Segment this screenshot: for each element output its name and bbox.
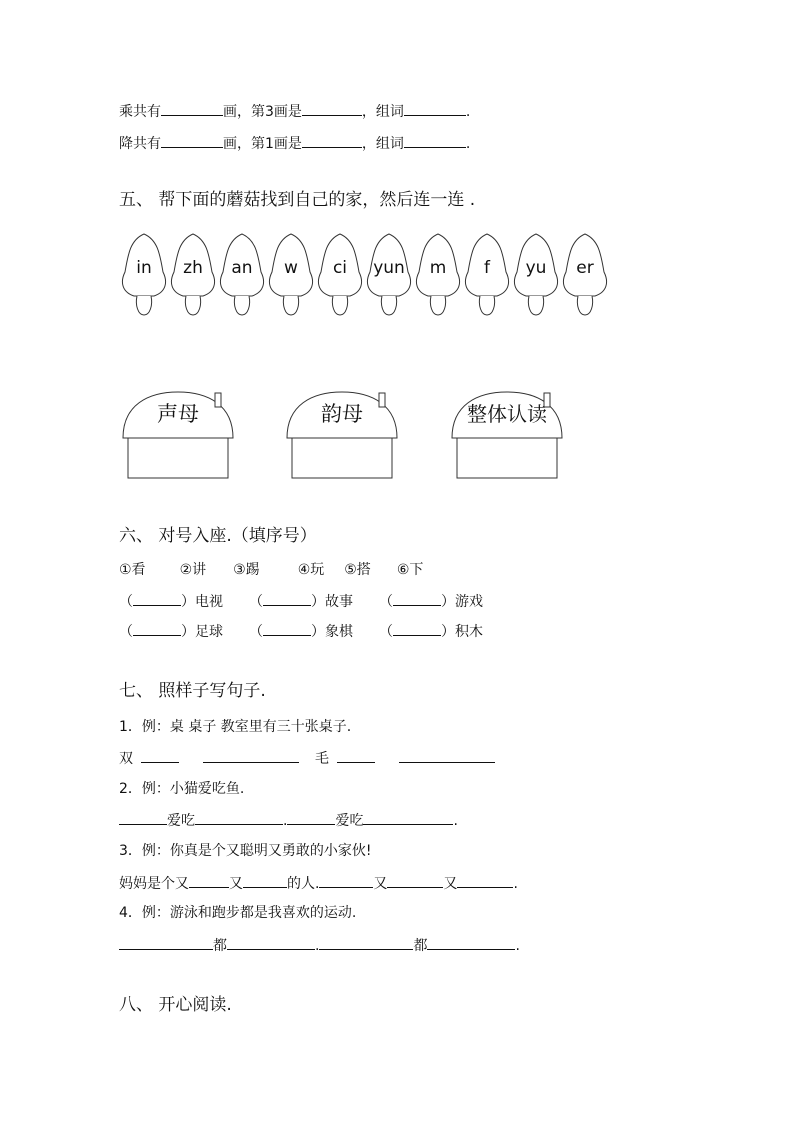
- section-8-title: 八、 开心阅读.: [119, 995, 232, 1015]
- mushroom-label: w: [284, 258, 298, 278]
- period: .: [465, 136, 471, 152]
- answer-blank[interactable]: [393, 621, 441, 636]
- mushroom-er[interactable]: [563, 234, 606, 315]
- mushroom-stem: [430, 296, 445, 315]
- option-3: ③踢: [233, 562, 260, 578]
- answer-blank[interactable]: [195, 810, 283, 825]
- mushroom-stem: [479, 296, 494, 315]
- char-dou: 都: [213, 938, 227, 954]
- answer-blank[interactable]: [457, 873, 513, 888]
- close-paren: ）: [181, 624, 195, 640]
- answer-blank[interactable]: [393, 591, 441, 606]
- char-mao: 毛: [315, 751, 329, 767]
- example-3: 3．例：你真是个又聪明又勇敢的小家伙!: [119, 843, 372, 859]
- example-2: 2．例：小猫爱吃鱼.: [119, 781, 245, 797]
- section-7-title: 七、 照样子写句子.: [119, 681, 266, 701]
- mushroom-label: m: [429, 258, 447, 278]
- example-4: 4．例：游泳和跑步都是我喜欢的运动.: [119, 905, 357, 921]
- stroke-char-text: 降共有: [119, 136, 161, 152]
- mushroom-in[interactable]: [122, 234, 165, 315]
- stroke-text: 画，第3画是: [223, 104, 302, 120]
- stroke-char-text: 乘共有: [119, 104, 161, 120]
- section-6-title: 六、 对号入座.（填序号）: [119, 526, 317, 546]
- house-chimney: [215, 393, 221, 407]
- house-body: [292, 438, 392, 478]
- open-paren: （: [249, 624, 263, 640]
- answer-blank[interactable]: [427, 935, 515, 950]
- close-paren: ）: [181, 594, 195, 610]
- mushroom-f[interactable]: [465, 234, 508, 315]
- mushroom-label: er: [576, 258, 594, 278]
- house-1[interactable]: [123, 392, 233, 478]
- exercise-4: [119, 935, 520, 956]
- exercise-2: [119, 810, 458, 831]
- mushroom-stem: [185, 296, 200, 315]
- house-chimney: [379, 393, 385, 407]
- option-2: ②讲: [179, 562, 207, 578]
- period: .: [315, 938, 320, 954]
- open-paren: （: [379, 594, 393, 610]
- mushroom-stem: [332, 296, 347, 315]
- exercise-1: [119, 748, 495, 769]
- item-text: 象棋: [325, 624, 353, 640]
- mushroom-label: f: [484, 258, 490, 278]
- mushroom-stem: [381, 296, 396, 315]
- answer-blank[interactable]: [319, 873, 373, 888]
- mushroom-an[interactable]: [220, 234, 263, 315]
- answer-blank[interactable]: [203, 748, 299, 763]
- answer-blank[interactable]: [141, 748, 179, 763]
- open-paren: （: [119, 594, 133, 610]
- exercise-3: [119, 873, 518, 894]
- char-you: 又: [229, 876, 243, 892]
- word-text: ，组词: [361, 136, 404, 152]
- answer-blank[interactable]: [189, 873, 229, 888]
- house-2[interactable]: [287, 392, 397, 478]
- open-paren: （: [119, 624, 133, 640]
- answer-blank[interactable]: [263, 591, 311, 606]
- mushroom-label: an: [231, 258, 253, 278]
- section-5-title: 五、 帮下面的蘑菇找到自己的家，然后连一连 .: [119, 190, 476, 210]
- mushroom-label: zh: [183, 258, 203, 278]
- answer-blank[interactable]: [387, 873, 443, 888]
- period: .: [283, 813, 288, 829]
- answer-blank[interactable]: [337, 748, 375, 763]
- sentence-start: 妈妈是个又: [119, 876, 189, 892]
- house-body: [457, 438, 557, 478]
- mushroom-label: yun: [373, 258, 405, 278]
- mushroom-zh[interactable]: [171, 234, 214, 315]
- char-you: 又: [443, 876, 458, 892]
- item-text: 足球: [195, 624, 223, 640]
- answer-blank[interactable]: [319, 935, 413, 950]
- item-text: 积木: [455, 624, 483, 640]
- close-paren: ）: [311, 624, 325, 640]
- char-dou: 都: [413, 938, 428, 954]
- house-label: 声母: [157, 402, 199, 426]
- option-6: ⑥下: [396, 562, 424, 578]
- option-5: ⑤搭: [344, 562, 371, 578]
- answer-blank[interactable]: [263, 621, 311, 636]
- word-love-eat: 爱吃: [167, 813, 195, 829]
- answer-blank[interactable]: [399, 748, 495, 763]
- mushroom-stem: [136, 296, 151, 315]
- stroke-text: 画，第1画是: [223, 136, 302, 152]
- mushroom-stem: [234, 296, 249, 315]
- options-row: [119, 560, 423, 580]
- answer-blank[interactable]: [133, 591, 181, 606]
- mushroom-yun[interactable]: [367, 234, 410, 315]
- close-paren: ）: [311, 594, 325, 610]
- answer-blank[interactable]: [243, 873, 287, 888]
- fill-row-1: [119, 591, 483, 612]
- period: .: [513, 876, 518, 892]
- mushroom-label: ci: [332, 258, 348, 278]
- item-text: 电视: [195, 594, 223, 610]
- item-text: 游戏: [455, 594, 483, 610]
- item-text: 故事: [325, 594, 353, 610]
- house-row: [0, 380, 794, 490]
- word-love-eat: 爱吃: [335, 813, 364, 829]
- char-shuang: 双: [119, 751, 133, 767]
- period: .: [515, 938, 520, 954]
- option-4: ④玩: [297, 562, 325, 578]
- house-body: [128, 438, 228, 478]
- example-1: 1．例：桌 桌子 教室里有三十张桌子.: [119, 719, 352, 735]
- mushroom-stem: [283, 296, 298, 315]
- mushroom-label: yu: [525, 258, 547, 278]
- period: .: [453, 813, 458, 829]
- word-text: ，组词: [361, 104, 404, 120]
- mushroom-stem: [577, 296, 592, 315]
- mushroom-label: in: [136, 258, 152, 278]
- mushroom-ci[interactable]: [318, 234, 361, 315]
- option-1: ①看: [119, 562, 146, 578]
- char-you: 又: [373, 876, 388, 892]
- fill-row-2: [119, 621, 483, 642]
- mushroom-m[interactable]: [416, 234, 459, 315]
- answer-blank[interactable]: [227, 935, 315, 950]
- house-label: 整体认读: [467, 402, 547, 426]
- close-paren: ）: [441, 624, 455, 640]
- sentence-end: 的人.: [287, 876, 320, 892]
- house-label: 韵母: [321, 402, 363, 426]
- answer-blank[interactable]: [287, 810, 335, 825]
- open-paren: （: [249, 594, 263, 610]
- answer-blank[interactable]: [119, 935, 213, 950]
- open-paren: （: [379, 624, 393, 640]
- house-3[interactable]: [452, 392, 562, 478]
- mushroom-w[interactable]: [269, 234, 312, 315]
- close-paren: ）: [441, 594, 455, 610]
- answer-blank[interactable]: [133, 621, 181, 636]
- answer-blank[interactable]: [119, 810, 167, 825]
- period: .: [465, 104, 471, 120]
- mushroom-row: [0, 0, 794, 330]
- mushroom-yu[interactable]: [514, 234, 557, 315]
- mushroom-stem: [528, 296, 543, 315]
- answer-blank[interactable]: [363, 810, 453, 825]
